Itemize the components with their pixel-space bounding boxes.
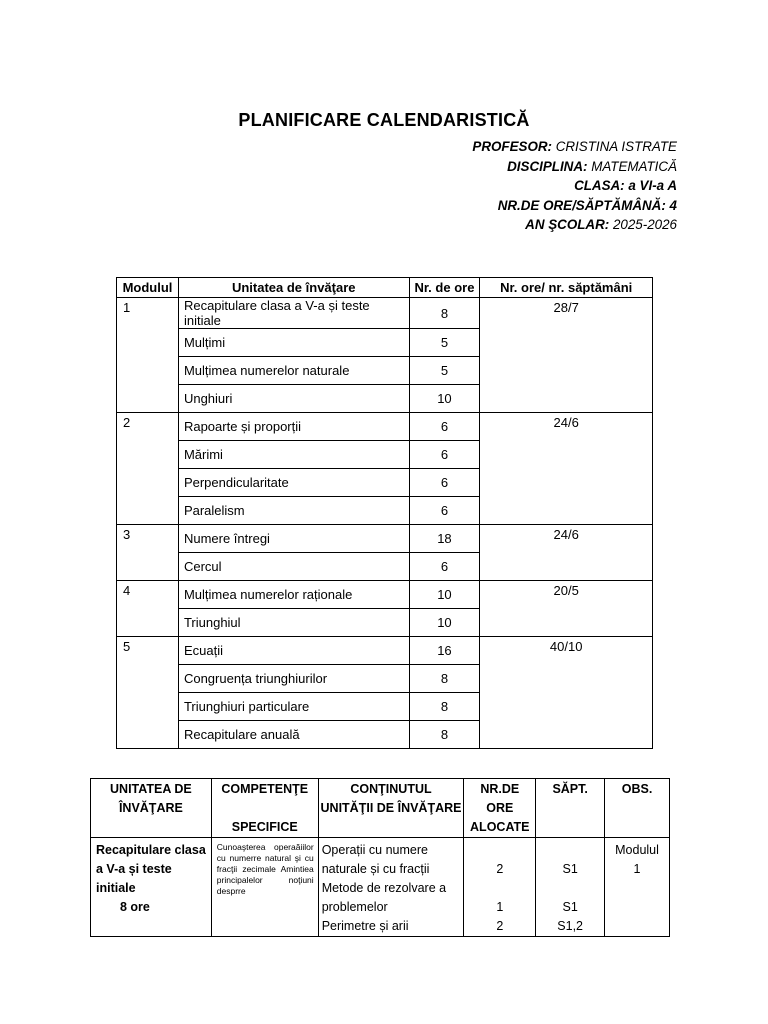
unit-hours: 6: [409, 469, 480, 497]
meta-hours-per-week: NR.DE ORE/SĂPTĂMÂNĂ: 4: [497, 197, 677, 213]
unit-name: Mulțimi: [178, 329, 409, 357]
module-number: 3: [117, 525, 179, 581]
detail-header-row: [91, 779, 670, 838]
detail-content-cell: Operații cu numere naturale și cu fracții Metode de rezolvare a problemelor Perimetre și arii: [318, 838, 464, 937]
header-unit: Unitatea de învăţare: [178, 278, 409, 298]
detail-header-competences: COMPETENŢE SPECIFICE: [211, 779, 318, 838]
detail-table: [90, 778, 670, 937]
unit-hours: 16: [409, 637, 480, 665]
table-row: [117, 637, 653, 665]
detail-week-cell: S1 S1 S1,2: [536, 838, 605, 937]
unit-name: Perpendicularitate: [178, 469, 409, 497]
detail-header-hours: NR.DE ORE ALOCATE: [464, 779, 536, 838]
detail-obs-cell: Modulul 1: [605, 838, 670, 937]
meta-school-year: AN ŞCOLAR: 2025-2026: [525, 217, 677, 232]
module-weeks: 40/10: [480, 637, 653, 749]
table-row: [117, 413, 653, 441]
unit-hours: 10: [409, 609, 480, 637]
unit-name: Mulțimea numerelor raționale: [178, 581, 409, 609]
summary-header-row: [117, 278, 653, 298]
module-weeks: 20/5: [480, 581, 653, 637]
summary-table: [116, 277, 653, 749]
unit-name: Rapoarte și proporții: [178, 413, 409, 441]
unit-name: Recapitulare clasa a V-a și teste initiale: [178, 298, 409, 329]
unit-hours: 5: [409, 329, 480, 357]
unit-name: Congruența triunghiurilor: [178, 665, 409, 693]
header-module: Modulul: [117, 278, 179, 298]
unit-name: Unghiuri: [178, 385, 409, 413]
page-title: PLANIFICARE CALENDARISTICĂ: [238, 110, 530, 130]
unit-hours: 10: [409, 385, 480, 413]
unit-name: Numere întregi: [178, 525, 409, 553]
meta-teacher: PROFESOR: CRISTINA ISTRATE: [472, 139, 677, 154]
module-number: 2: [117, 413, 179, 525]
header-weeks: Nr. ore/ nr. săptămâni: [480, 278, 653, 298]
meta-block: [472, 137, 677, 235]
unit-hours: 5: [409, 357, 480, 385]
meta-class: CLASA: a VI-a A: [574, 178, 677, 193]
module-weeks: 24/6: [480, 525, 653, 581]
detail-competences-cell: Cunoaşterea operaăiilor cu numerre natural şi cu fracţii zecimale Amintiea principalelor noţiuni desprre: [211, 838, 318, 937]
module-number: 1: [117, 298, 179, 413]
detail-header-unit: UNITATEA DE ÎNVĂŢARE: [91, 779, 212, 838]
unit-hours: 8: [409, 721, 480, 749]
header-hours: Nr. de ore: [409, 278, 480, 298]
summary-body: [117, 298, 653, 749]
unit-name: Mărimi: [178, 441, 409, 469]
unit-name: Triunghiuri particulare: [178, 693, 409, 721]
detail-unit-cell: Recapitulare clasa a V-a și teste initiale 8 ore: [91, 838, 212, 937]
module-weeks: 28/7: [480, 298, 653, 413]
detail-header-content: CONŢINUTUL UNITĂŢII DE ÎNVĂŢARE: [318, 779, 464, 838]
unit-name: Cercul: [178, 553, 409, 581]
unit-hours: 6: [409, 553, 480, 581]
unit-hours: 8: [409, 665, 480, 693]
unit-name: Paralelism: [178, 497, 409, 525]
unit-name: Ecuații: [178, 637, 409, 665]
detail-hours-cell: 2 1 2: [464, 838, 536, 937]
unit-hours: 10: [409, 581, 480, 609]
detail-row: [91, 838, 670, 937]
module-weeks: 24/6: [480, 413, 653, 525]
module-number: 5: [117, 637, 179, 749]
unit-hours: 8: [409, 298, 480, 329]
table-row: [117, 581, 653, 609]
table-row: [117, 298, 653, 329]
module-number: 4: [117, 581, 179, 637]
unit-hours: 6: [409, 413, 480, 441]
unit-hours: 6: [409, 497, 480, 525]
detail-header-obs: OBS.: [605, 779, 670, 838]
unit-name: Recapitulare anuală: [178, 721, 409, 749]
unit-hours: 8: [409, 693, 480, 721]
unit-hours: 6: [409, 441, 480, 469]
meta-subject: DISCIPLINA: MATEMATICĂ: [507, 158, 677, 174]
unit-name: Triunghiul: [178, 609, 409, 637]
table-row: [117, 525, 653, 553]
unit-name: Mulțimea numerelor naturale: [178, 357, 409, 385]
unit-hours: 18: [409, 525, 480, 553]
detail-header-week: SĂPT.: [536, 779, 605, 838]
